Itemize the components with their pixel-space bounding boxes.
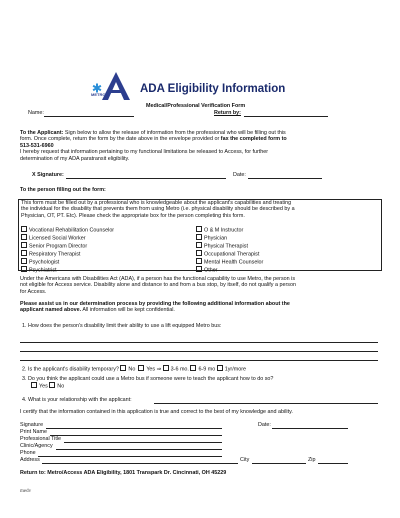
- return-by-label: Return by:: [214, 110, 241, 116]
- option-physician[interactable]: Physician: [196, 234, 366, 242]
- option-physical-therapist[interactable]: Physical Therapist: [196, 242, 366, 250]
- clinic-field[interactable]: [56, 449, 222, 450]
- professional-heading: To the person filling out the form:: [20, 187, 106, 193]
- option-vocational[interactable]: Vocational Rehabilitation Counselor: [21, 226, 191, 234]
- professional-text-3: Physician, OT, PT. Etc). Please check the appropriate box for the person completing this form.: [21, 212, 245, 219]
- checkbox[interactable]: [21, 242, 27, 248]
- q2-yes-checkbox[interactable]: [138, 365, 144, 371]
- q2-no-checkbox[interactable]: [120, 365, 126, 371]
- print-name-field[interactable]: [50, 435, 222, 436]
- name-label: Name:: [28, 110, 44, 116]
- clinic-label: Clinic/Agency: [20, 443, 53, 449]
- signature-field[interactable]: [46, 428, 222, 429]
- checkbox[interactable]: [196, 234, 202, 240]
- q4-answer-field[interactable]: [154, 403, 378, 404]
- q3-options: Yes No: [31, 382, 64, 390]
- question-4: 4. What is your relationship with the applicant:: [22, 397, 132, 403]
- return-by-field[interactable]: [244, 116, 328, 117]
- cert-date-field[interactable]: [272, 428, 348, 429]
- option-other[interactable]: Other: [196, 266, 366, 274]
- options-left: [21, 226, 191, 273]
- fax-number: 513-531-6960: [20, 142, 54, 149]
- question-2: 2. Is the applicant's disability temporary? No Yes ⇒ 3-6 mo. 6-9 mo 1yr/more: [22, 366, 246, 373]
- applicant-date-field[interactable]: [248, 178, 322, 179]
- q2-1yr-checkbox[interactable]: [217, 365, 223, 371]
- checkbox[interactable]: [196, 250, 202, 256]
- q1-answer-line-2[interactable]: [20, 351, 378, 352]
- applicant-section: [20, 130, 382, 162]
- city-field[interactable]: [252, 463, 306, 464]
- ada-paragraph: Under the Americans with Disabilities Act (ADA), if a person has the functional capability to use Metro, the person is not eligible for Access service. Disability alone and distance to and from a bus stop, by itself, do not qualify a person for Access.: [20, 276, 296, 295]
- name-field[interactable]: [44, 116, 134, 117]
- address-field[interactable]: [42, 463, 238, 464]
- form-code: medv: [20, 489, 32, 494]
- applicant-text-1: Sign below to allow the release of information from the professional who will be filling out this: [64, 130, 286, 136]
- checkbox[interactable]: [21, 226, 27, 232]
- checkbox[interactable]: [196, 226, 202, 232]
- phone-field[interactable]: [38, 456, 222, 457]
- checkbox[interactable]: [21, 266, 27, 272]
- professional-title-field[interactable]: [64, 442, 222, 443]
- applicant-text-2: form. Once complete, return the form by the date above in the envelope provided or: [20, 136, 220, 143]
- applicant-text-3: I hereby request that information pertaining to my functional limitations be released to Access, for further: [20, 149, 269, 156]
- option-occupational-therapist[interactable]: Occupational Therapist: [196, 250, 366, 258]
- option-psychologist[interactable]: Psychologist: [21, 258, 191, 266]
- checkbox[interactable]: [196, 266, 202, 272]
- checkbox[interactable]: [21, 250, 27, 256]
- zip-label: Zip: [308, 457, 316, 463]
- question-3: 3. Do you think the applicant could use a Metro bus if someone were to teach the applicant how to do so?: [22, 376, 274, 382]
- professional-text-1: This form must be filled out by a professional who is knowledgeable about the applicant's capabilities and treating: [21, 200, 292, 206]
- q3-yes-checkbox[interactable]: [31, 382, 37, 388]
- option-respiratory[interactable]: Respiratory Therapist: [21, 250, 191, 258]
- phone-label: Phone: [20, 450, 36, 456]
- assist-paragraph: Please assist us in our determination process by providing the following additional information about the applicant named above. All information will be kept confidential.: [20, 301, 290, 314]
- checkbox[interactable]: [196, 258, 202, 264]
- metro-logo-text: METRO: [91, 92, 106, 97]
- professional-title-label: Professional Title: [20, 436, 62, 442]
- checkbox[interactable]: [21, 234, 27, 240]
- fax-instruction: fax the completed form to: [220, 136, 287, 143]
- address-label: Address: [20, 457, 40, 463]
- professional-box-text: [21, 200, 379, 219]
- q2-6-9-checkbox[interactable]: [190, 365, 196, 371]
- option-psychiatrist[interactable]: Psychiatrist: [21, 266, 191, 274]
- star-of-life-icon: [92, 80, 102, 90]
- option-senior-director[interactable]: Senior Program Director: [21, 242, 191, 250]
- q1-answer-line-1[interactable]: [20, 342, 378, 343]
- signature-label: Signature: [20, 422, 44, 428]
- option-om-instructor[interactable]: O & M Instructor: [196, 226, 366, 234]
- checkbox[interactable]: [21, 258, 27, 264]
- applicant-signature-field[interactable]: [66, 178, 226, 179]
- city-label: City: [240, 457, 250, 463]
- zip-field[interactable]: [318, 463, 348, 464]
- applicant-date-label: Date:: [233, 172, 246, 178]
- q2-3-6-checkbox[interactable]: [163, 365, 169, 371]
- q1-answer-line-3[interactable]: [20, 360, 378, 361]
- options-right: [196, 226, 366, 273]
- option-mental-health[interactable]: Mental Health Counselor: [196, 258, 366, 266]
- return-address: Return to: Metro/Access ADA Eligibility, 1801 Transpark Dr. Cincinnati, OH 45229: [20, 470, 227, 476]
- cert-date-label: Date:: [258, 422, 271, 428]
- applicant-signature-label: X Signature:: [32, 172, 64, 178]
- page-title: ADA Eligibility Information: [140, 83, 286, 95]
- q3-no-checkbox[interactable]: [49, 382, 55, 388]
- arrow-icon: ⇒: [156, 366, 162, 373]
- professional-text-2: the individual for the disability that prevents them from using Metro (i.e. physical disability should be described by a: [21, 206, 295, 213]
- form-title: Medical/Professional Verification Form: [146, 103, 246, 109]
- certify-statement: I certify that the information contained in this application is true and correct to the best of my knowledge and ability.: [20, 409, 293, 415]
- applicant-heading: To the Applicant:: [20, 130, 64, 136]
- question-1: 1. How does the person's disability limit their ability to use a lift equipped Metro bus:: [22, 323, 222, 329]
- option-social-worker[interactable]: Licensed Social Worker: [21, 234, 191, 242]
- checkbox[interactable]: [196, 242, 202, 248]
- applicant-text-4: determination of my ADA paratransit eligibility.: [20, 155, 130, 162]
- print-name-label: Print Name: [20, 429, 47, 435]
